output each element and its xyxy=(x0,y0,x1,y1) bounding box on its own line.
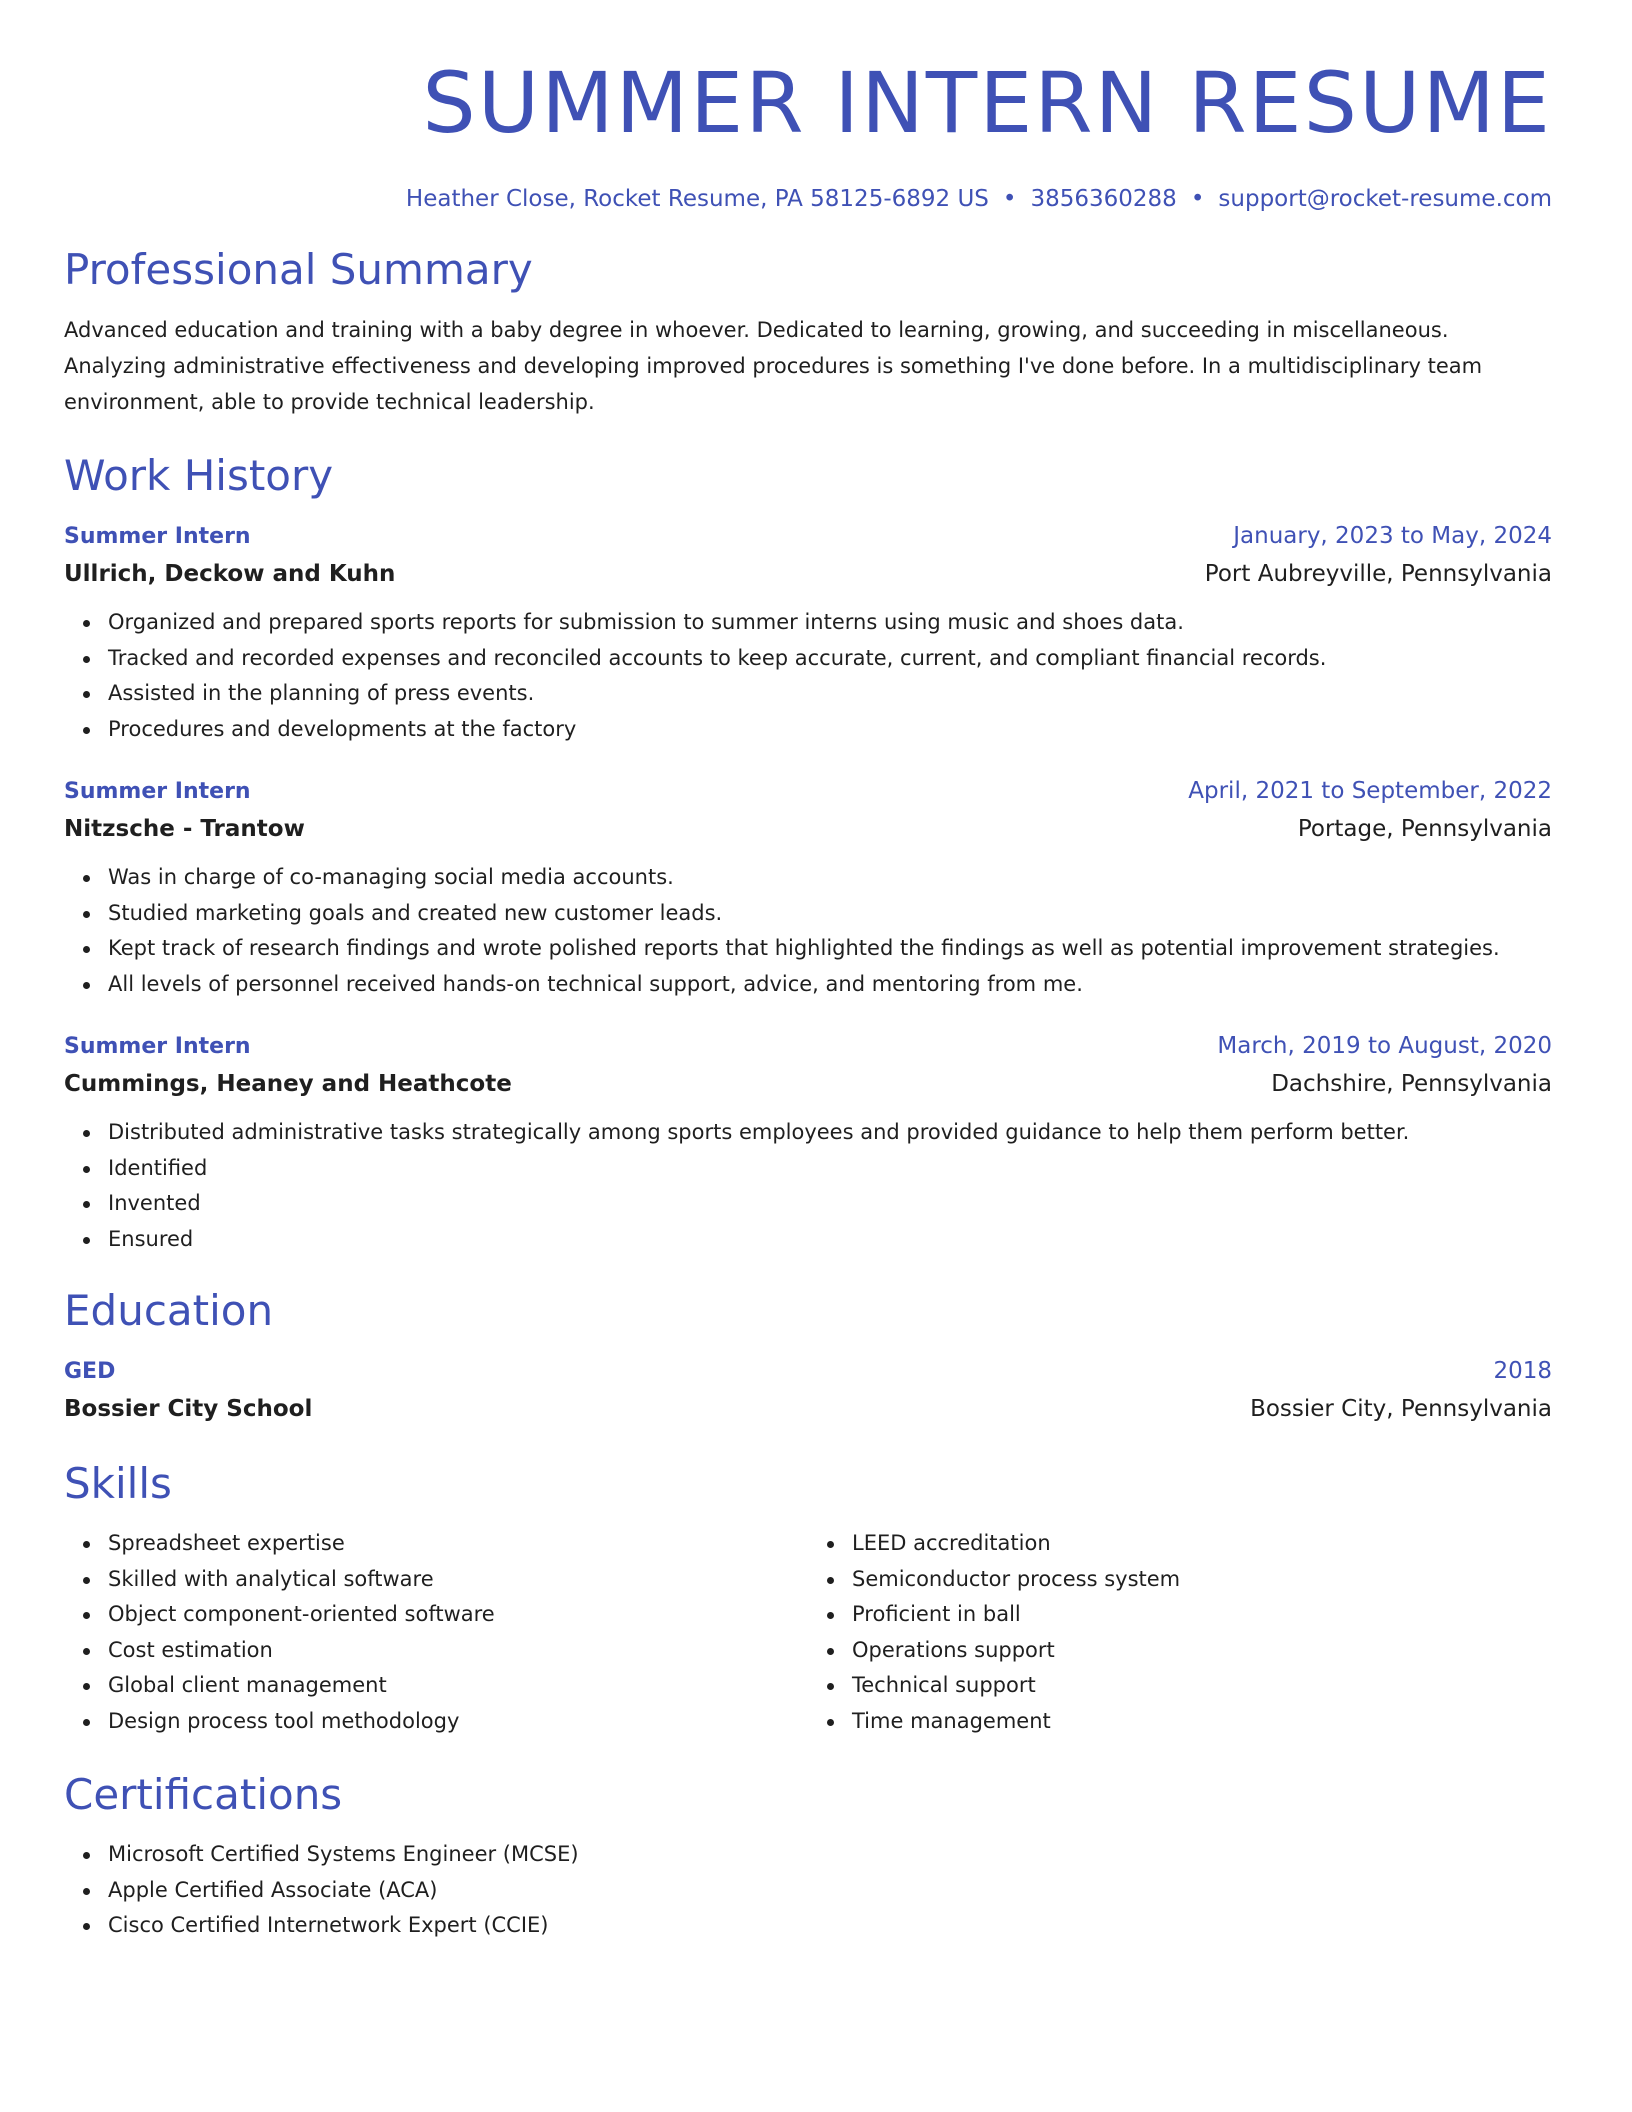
job-employer: Ullrich, Deckow and Kuhn xyxy=(64,561,396,587)
skill-item: Spreadsheet expertise xyxy=(108,1526,808,1562)
education-location: Bossier City, Pennsylvania xyxy=(1250,1396,1552,1422)
job-bullet: Identified xyxy=(108,1151,1552,1187)
job-bullet: Distributed administrative tasks strategically among sports employees and provided guidance to help them perform better. xyxy=(108,1115,1552,1151)
job-location: Portage, Pennsylvania xyxy=(1297,816,1552,842)
job-employer: Cummings, Heaney and Heathcote xyxy=(64,1071,512,1097)
summary-text: Advanced education and training with a baby degree in whoever. Dedicated to learning, growing, and succeeding in miscellaneous. Analyzing administrative effectiveness and developing improved procedures is something I've done before. In a multidisciplinary team environment, able to provide technical leadership. xyxy=(64,318,1483,414)
skills-columns xyxy=(64,1512,1552,1739)
certifications-heading: Certifications xyxy=(64,1770,343,1819)
summary-heading: Professional Summary xyxy=(64,245,533,294)
skill-item: Object component-oriented software xyxy=(108,1597,808,1633)
job-title: Summer Intern xyxy=(64,524,251,549)
skill-item: Skilled with analytical software xyxy=(108,1562,808,1598)
job-header-row xyxy=(64,518,1552,555)
job-bullet: Studied marketing goals and created new customer leads. xyxy=(108,896,1552,932)
certification-item: Cisco Certified Internetwork Expert (CCIE) xyxy=(108,1908,1552,1944)
education-section xyxy=(64,1283,1552,1428)
education-entry xyxy=(64,1353,1552,1428)
job-entry xyxy=(64,518,1552,747)
job-bullet: Procedures and developments at the factory xyxy=(108,712,1552,748)
job-employer-row xyxy=(64,810,1552,848)
job-entry xyxy=(64,1028,1552,1257)
education-degree: GED xyxy=(64,1359,116,1384)
contact-phone: 3856360288 xyxy=(1030,186,1177,212)
skill-item: Cost estimation xyxy=(108,1633,808,1669)
job-entry xyxy=(64,773,1552,1002)
job-dates: March, 2019 to August, 2020 xyxy=(1217,1033,1552,1059)
certification-item: Microsoft Certified Systems Engineer (MCSE) xyxy=(108,1837,1552,1873)
contact-separator: • xyxy=(1002,186,1017,212)
job-bullet: Organized and prepared sports reports for submission to summer interns using music and shoes data. xyxy=(108,605,1552,641)
job-bullet: Assisted in the planning of press events. xyxy=(108,676,1552,712)
education-year: 2018 xyxy=(1493,1358,1552,1384)
skill-item: LEED accreditation xyxy=(852,1526,1552,1562)
summary-section xyxy=(64,242,1552,420)
job-bullet: Kept track of research findings and wrote polished reports that highlighted the findings as well as potential improvement strategies. xyxy=(108,931,1552,967)
contact-email: support@rocket-resume.com xyxy=(1218,186,1552,212)
job-location: Dachshire, Pennsylvania xyxy=(1271,1071,1552,1097)
resume-title: SUMMER INTERN RESUME xyxy=(422,54,1552,152)
job-title: Summer Intern xyxy=(64,1034,251,1059)
job-bullet: Ensured xyxy=(108,1222,1552,1258)
resume-page xyxy=(64,48,1552,1944)
education-heading: Education xyxy=(64,1286,274,1335)
skill-item: Operations support xyxy=(852,1633,1552,1669)
certifications-list xyxy=(64,1837,1552,1944)
work-history-section xyxy=(64,448,1552,1257)
skill-item: Global client management xyxy=(108,1668,808,1704)
skills-section xyxy=(64,1456,1552,1739)
education-header-row xyxy=(64,1353,1552,1390)
job-dates: January, 2023 to May, 2024 xyxy=(1233,523,1552,549)
job-header-row xyxy=(64,1028,1552,1065)
job-employer: Nitzsche - Trantow xyxy=(64,816,305,842)
job-bullets xyxy=(64,1115,1552,1257)
contact-separator: • xyxy=(1190,186,1205,212)
job-dates: April, 2021 to September, 2022 xyxy=(1188,778,1552,804)
job-employer-row xyxy=(64,1065,1552,1103)
job-bullet: All levels of personnel received hands-on technical support, advice, and mentoring from me. xyxy=(108,967,1552,1003)
skill-item: Design process tool methodology xyxy=(108,1704,808,1740)
skill-item: Proficient in ball xyxy=(852,1597,1552,1633)
contact-line xyxy=(64,182,1552,216)
skills-list-right xyxy=(808,1526,1552,1739)
job-bullet: Tracked and recorded expenses and reconciled accounts to keep accurate, current, and compliant financial records. xyxy=(108,641,1552,677)
skill-item: Time management xyxy=(852,1704,1552,1740)
skills-heading: Skills xyxy=(64,1459,172,1508)
certifications-section xyxy=(64,1767,1552,1944)
contact-address: Heather Close, Rocket Resume, PA 58125-6892 US xyxy=(405,186,989,212)
job-bullets xyxy=(64,860,1552,1002)
education-school: Bossier City School xyxy=(64,1396,313,1422)
job-bullet: Was in charge of co-managing social media accounts. xyxy=(108,860,1552,896)
skill-item: Technical support xyxy=(852,1668,1552,1704)
skills-list-left xyxy=(64,1526,808,1739)
skill-item: Semiconductor process system xyxy=(852,1562,1552,1598)
job-employer-row xyxy=(64,555,1552,593)
job-title: Summer Intern xyxy=(64,779,251,804)
certification-item: Apple Certified Associate (ACA) xyxy=(108,1873,1552,1909)
job-header-row xyxy=(64,773,1552,810)
job-bullet: Invented xyxy=(108,1186,1552,1222)
job-location: Port Aubreyville, Pennsylvania xyxy=(1204,561,1552,587)
education-school-row xyxy=(64,1390,1552,1428)
work-history-heading: Work History xyxy=(64,451,334,500)
job-bullets xyxy=(64,605,1552,747)
